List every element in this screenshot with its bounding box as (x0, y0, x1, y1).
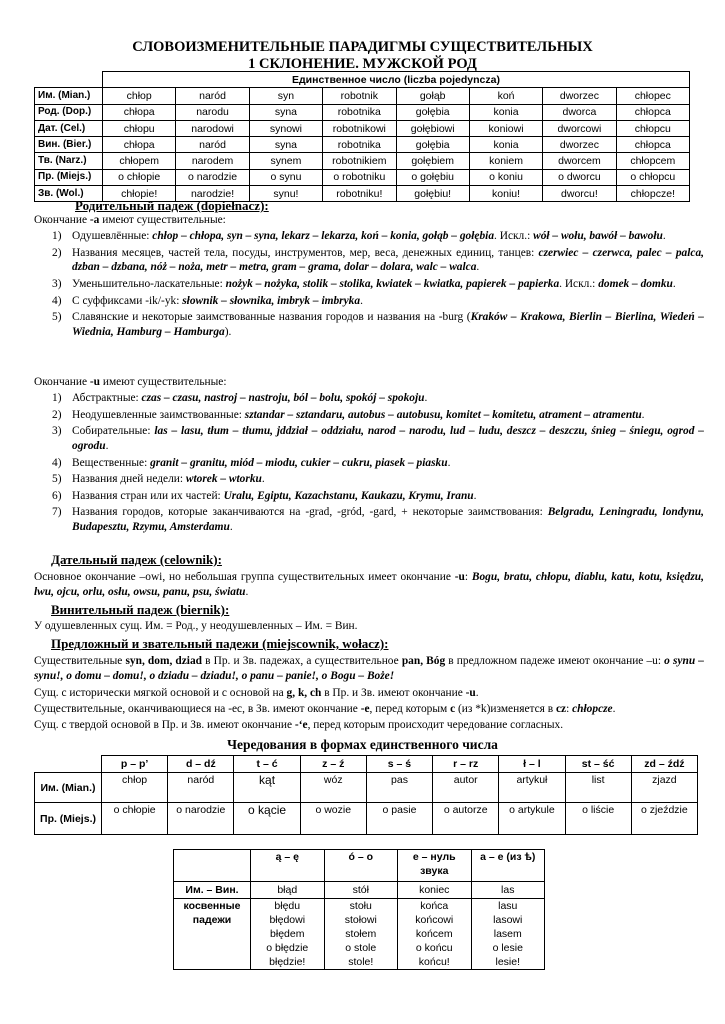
table-cell: koniu! (469, 186, 542, 202)
table-cell: o koniu (469, 169, 542, 185)
table-row (174, 899, 545, 970)
form: błędu (274, 900, 301, 912)
locative-heading: Предложный и звательный падежи (miejscownik, wołacz): (51, 636, 389, 651)
table-cell: chłopca (616, 137, 689, 153)
locative-text-2: Сущ. с исторически мягкой основой и с основой на g, k, ch в Пр. и Зв. имеют окончание -u. (34, 687, 479, 699)
form: lasu (498, 900, 518, 912)
form: błędem (270, 928, 305, 940)
row-label: Тв. (Narz.) (35, 153, 103, 169)
dative-heading: Дательный падеж (celownik): (51, 552, 222, 567)
column-header: zd – źdź (631, 756, 697, 773)
table-cell: syn (249, 88, 322, 104)
table-cell: narodu (176, 104, 249, 120)
form: o lesie (492, 942, 523, 954)
table-cell: o narodzie (168, 803, 234, 835)
accusative-heading: Винительный падеж (biernik): (51, 602, 230, 617)
list-item: 3) Собирательные: las – lasu, tłum – tłumu, jddział – oddziału, narod – narodu, lud – ludu, deszcz – deszczu, śnieg – śniegu, ogrod – ogrodu. (52, 425, 704, 452)
table-cell: synem (249, 153, 322, 169)
row-label: Дат. (Cel.) (35, 120, 103, 136)
table-cell: gołębiem (396, 153, 469, 169)
table-cell: chłopu (103, 120, 176, 136)
table-cell: o chłopie (103, 169, 176, 185)
table-row (35, 104, 690, 120)
row-label: Им. (Mian.) (35, 773, 102, 803)
list-item: 5) Славянские и некоторые заимствованные названия городов и названия на -burg (Kraków – Krakowa, Bierlin – Bierlina, Wiedeń – Wiednia, Hamburg – Hamburga). (52, 311, 704, 338)
row-label: косвенные падежи (174, 899, 251, 970)
table-cell: koniem (469, 153, 542, 169)
row-label: Пр. (Miejs.) (35, 803, 102, 835)
list-item: 5) Названия дней недели: wtorek – wtorku. (52, 473, 265, 486)
form: stole! (348, 956, 374, 968)
table-cell: robotnikiem (323, 153, 396, 169)
table-cell: dworcem (543, 153, 616, 169)
table-cell: syna (249, 137, 322, 153)
table-cell: chłopec (616, 88, 689, 104)
column-header: p – p’ (102, 756, 168, 773)
row-label: Им. – Вин. (174, 882, 251, 899)
table-cell: artykuł (499, 773, 565, 803)
table-cell: o liście (565, 803, 631, 835)
table-cell: chłopcu (616, 120, 689, 136)
form: o błędzie (266, 942, 309, 954)
table-cell: stół (324, 882, 398, 899)
table-cell: syna (249, 104, 322, 120)
table-cell: gołąb (396, 88, 469, 104)
dative-text: Основное окончание –owi, но небольшая группа существительных имеет окончание -u: Bogu, bratu, chłopu, diablu, katu, kotu, księdzu, lwu, ojcu, orlu, osłu, owsu, panu, psu, światu. (34, 571, 704, 598)
table-cell (324, 899, 398, 970)
table-cell: o autorze (433, 803, 499, 835)
table-cell: naród (176, 137, 249, 153)
table-cell: o artykule (499, 803, 565, 835)
table-cell: dworzec (543, 88, 616, 104)
form: końca (420, 900, 449, 912)
table-cell: koniowi (469, 120, 542, 136)
accusative-text: У одушевленных сущ. Им. = Род., у неодушевленных – Им. = Вин. (34, 620, 358, 632)
alternations-table (34, 755, 698, 835)
table-row (35, 803, 698, 835)
table-row (35, 773, 698, 803)
table-row (174, 882, 545, 899)
table-cell: chłopie! (103, 186, 176, 202)
column-header: a – e (из ѣ) (471, 850, 545, 882)
paradigm-table (34, 71, 690, 202)
form: lasowi (493, 914, 523, 926)
list-item: 7) Названия городов, которые заканчиваются на -grad, -gród, -gard, + некоторые заимствования: Belgradu, Leningradu, londynu, Budapesztu, Rzymu, Amsterdamu. (52, 506, 704, 534)
table-cell: dworcu! (543, 186, 616, 202)
table-cell: autor (433, 773, 499, 803)
table-cell: narodzie! (176, 186, 249, 202)
genitive-u-intro: Окончание -u имеют существительные: (34, 376, 227, 388)
table-cell: o synu (249, 169, 322, 185)
table-cell: robotnika (323, 137, 396, 153)
table-cell: list (565, 773, 631, 803)
table-cell: gołębiu! (396, 186, 469, 202)
form: lesie! (495, 956, 520, 968)
row-label: Вин. (Bier.) (35, 137, 103, 153)
table-cell: narodem (176, 153, 249, 169)
table-row (35, 137, 690, 153)
corner-cell (174, 850, 251, 882)
table-cell: konia (469, 137, 542, 153)
table-cell: o narodzie (176, 169, 249, 185)
column-header: ł – l (499, 756, 565, 773)
column-header: r – rz (433, 756, 499, 773)
list-item: 4) Вещественные: granit – granitu, miód – miodu, cukier – cukru, piasek – piasku. (52, 456, 451, 469)
page-title-line-1: СЛОВОИЗМЕНИТЕЛЬНЫЕ ПАРАДИГМЫ СУЩЕСТВИТЕЛЬНЫХ (132, 39, 593, 55)
table-cell: chłopem (103, 153, 176, 169)
locative-text-3: Существительные, оканчивающиеся на -ec, в Зв. имеют окончание -e, перед которым c (из *k)изменяется в cz: chłopcze. (34, 703, 616, 715)
list-item: 2) Неодушевленные заимствованные: sztandar – sztandaru, autobus – autobusu, komitet – komitetu, atrament – atramentu. (52, 408, 645, 421)
table-cell: chłopcem (616, 153, 689, 169)
table-cell: koniec (398, 882, 472, 899)
column-header: ó – o (324, 850, 398, 882)
form: końcu! (418, 956, 450, 968)
table-cell: chłopca (616, 104, 689, 120)
row-label: Зв. (Wol.) (35, 186, 103, 202)
table-cell: chłopa (103, 137, 176, 153)
table-cell: konia (469, 104, 542, 120)
table-cell: o zjeździe (631, 803, 697, 835)
genitive-u-list (52, 391, 704, 537)
column-header: z – ź (300, 756, 366, 773)
table-cell: chłopa (103, 104, 176, 120)
genitive-a-list (52, 229, 704, 342)
list-item: 1) Абстрактные: czas – czasu, nastroj – nastroju, ból – bolu, spokój – spokoju. (52, 392, 428, 404)
form: stołowi (344, 914, 377, 926)
form: lasem (493, 928, 522, 940)
table-cell: naród (168, 773, 234, 803)
form: o stole (345, 942, 377, 954)
form: stołu (349, 900, 372, 912)
table-row (35, 153, 690, 169)
list-item: 3) Уменьшительно-ласкательные: nożyk – nożyka, stolik – stolika, kwiatek – kwiatka, papierek – papierka. Искл.: domek – domku. (52, 277, 676, 290)
table-row (35, 120, 690, 136)
table-cell: koń (469, 88, 542, 104)
form: błędzie! (269, 956, 306, 968)
table-cell: o robotniku (323, 169, 396, 185)
table-cell (471, 899, 545, 970)
table-cell: o chłopie (102, 803, 168, 835)
table-cell: robotnik (323, 88, 396, 104)
form: końcem (415, 928, 453, 940)
list-item: 1) Одушевлённые: chłop – chłopa, syn – syna, lekarz – lekarza, koń – konia, gołąb – gołębia. Искл.: wół – wołu, bawół – bawołu. (52, 230, 666, 242)
table-row (35, 88, 690, 104)
column-header: st – ść (565, 756, 631, 773)
table-cell: gołębia (396, 137, 469, 153)
column-header: s – ś (366, 756, 432, 773)
table-cell: wóz (300, 773, 366, 803)
page-title-line-2: 1 СКЛОНЕНИЕ. МУЖСКОЙ РОД (248, 56, 477, 72)
table-cell: dworzec (543, 137, 616, 153)
table-cell: kąt (234, 773, 300, 803)
table-cell: pas (366, 773, 432, 803)
table-cell: dworca (543, 104, 616, 120)
alternations-heading: Чередования в формах единственного числа (227, 737, 498, 752)
column-header: ą – ę (251, 850, 325, 882)
table-cell: dworcowi (543, 120, 616, 136)
genitive-heading: Родительный падеж (dopiełnacz): (75, 198, 269, 213)
table-cell: chłop (103, 88, 176, 104)
table-cell: o dworcu (543, 169, 616, 185)
vowel-alternations-table (173, 849, 545, 970)
table-cell: las (471, 882, 545, 899)
table-cell: robotnika (323, 104, 396, 120)
locative-text-1: Существительные syn, dom, dziad в Пр. и Зв. падежах, а существительное pan, Bóg в предложном падеже имеют окончание –u: o synu – synu!, o domu – domu!, o dziadu – dziadu!, o panu – panie!, o Bogu – Boże! (34, 655, 704, 682)
table-cell (251, 899, 325, 970)
form: stołem (345, 928, 377, 940)
paradigm-header: Единственное число (liczba pojedyncza) (103, 72, 690, 88)
table-cell: o pasie (366, 803, 432, 835)
table-cell (398, 899, 472, 970)
table-cell: naród (176, 88, 249, 104)
table-cell: chłopcze! (616, 186, 689, 202)
table-cell: o kącie (234, 803, 300, 835)
row-label: Род. (Dop.) (35, 104, 103, 120)
table-cell: o chłopcu (616, 169, 689, 185)
table-cell: robotnikowi (323, 120, 396, 136)
column-header: t – ć (234, 756, 300, 773)
table-cell: błąd (251, 882, 325, 899)
table-cell: o gołębiu (396, 169, 469, 185)
column-header: d – dź (168, 756, 234, 773)
table-cell: o wozie (300, 803, 366, 835)
table-cell: synu! (249, 186, 322, 202)
corner-cell (35, 756, 102, 773)
table-cell: zjazd (631, 773, 697, 803)
column-header: e – нуль звука (398, 850, 472, 882)
table-cell: narodowi (176, 120, 249, 136)
genitive-a-intro: Окончание -a имеют существительные: (34, 214, 226, 226)
list-item: 4) С суффиксами -ik/-yk: słownik – słownika, imbryk – imbryka. (52, 294, 363, 307)
table-row (35, 169, 690, 185)
table-cell: synowi (249, 120, 322, 136)
corner-cell (35, 72, 103, 88)
form: o końcu (415, 942, 453, 954)
list-item: 2) Названия месяцев, частей тела, посуды, инструментов, мер, веса, денежных единиц, танцев: czerwiec – czerwca, palec – palca, dzban – dzbana, nóż – noża, metr – metra, gram – grama, dolar – dolara, walc – walca. (52, 246, 704, 274)
form: końcowi (415, 914, 454, 926)
row-label: Пр. (Miejs.) (35, 169, 103, 185)
row-label: Им. (Mian.) (35, 88, 103, 104)
table-cell: robotniku! (323, 186, 396, 202)
table-cell: chłop (102, 773, 168, 803)
locative-text-4: Сущ. с твердой основой в Пр. и Зв. имеют окончание -‘e, перед которым происходит чередование согласных. (34, 719, 564, 731)
table-cell: gołębiowi (396, 120, 469, 136)
list-item: 6) Названия стран или их частей: Uralu, Egiptu, Kazachstanu, Kaukazu, Krymu, Iranu. (52, 489, 477, 502)
form: błędowi (269, 914, 306, 926)
table-cell: gołębia (396, 104, 469, 120)
